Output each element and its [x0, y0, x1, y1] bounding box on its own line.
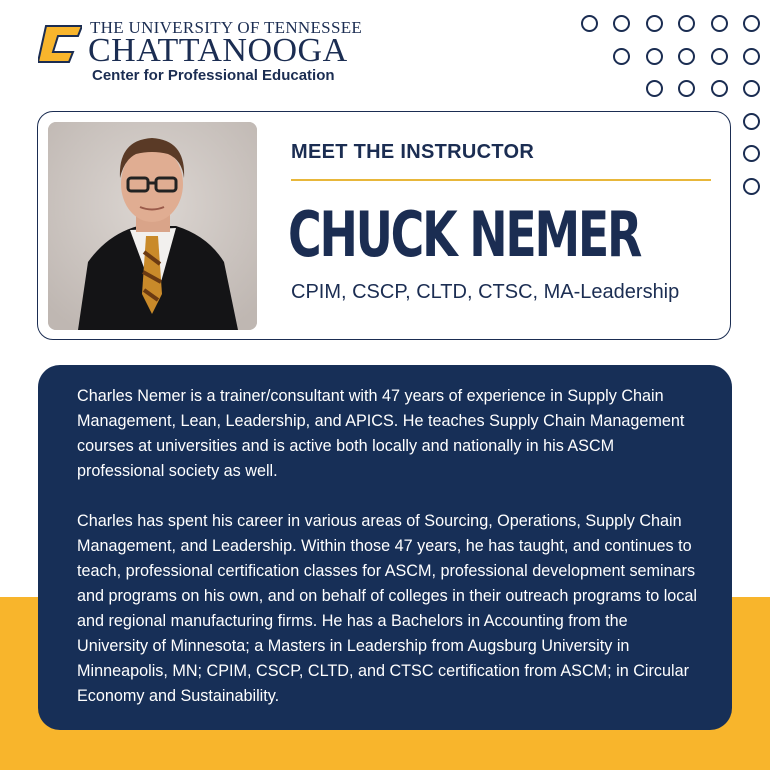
instructor-portrait [48, 122, 257, 330]
instructor-card [37, 111, 731, 340]
circle-decoration [743, 113, 760, 130]
circle-decoration [743, 15, 760, 32]
circle-decoration [711, 80, 728, 97]
circle-decoration [711, 15, 728, 32]
instructor-credentials: CPIM, CSCP, CLTD, CTSC, MA-Leadership [291, 281, 680, 303]
circle-decoration [678, 15, 695, 32]
circle-decoration [581, 15, 598, 32]
circle-decoration [646, 15, 663, 32]
circle-decoration [743, 80, 760, 97]
campus-name: CHATTANOOGA [88, 32, 348, 69]
bio-panel [38, 365, 732, 730]
circle-decoration [678, 80, 695, 97]
instructor-name: CHUCK NEMER [288, 198, 641, 271]
bio-paragraph: Charles has spent his career in various areas of Sourcing, Operations, Supply Chain Management, and Leadership. Within those 47 years, he has taught, and continues to teach, professional certification classes for ASCM, professional development seminars and programs on his own, and on behalf of colleges in their outreach programs to local and regional manufacturing firms. He has a Bachelors in Accounting from the University of Minnesota; a Masters in Leadership from Augsburg University in Minneapolis, MN; CPIM, CSCP, CLTD, and CTSC certification from ASCM; in Circular Economy and Sustainability. [77, 512, 697, 705]
circle-decoration [646, 48, 663, 65]
circle-decoration [711, 48, 728, 65]
circle-decoration [613, 48, 630, 65]
circle-decoration [743, 178, 760, 195]
department-name: Center for Professional Education [92, 67, 335, 84]
circle-decoration [743, 145, 760, 162]
circle-decoration [743, 48, 760, 65]
bio-paragraph: Charles Nemer is a trainer/consultant with 47 years of experience in Supply Chain Management, Lean, Leadership, and APICS. He teaches Supply Chain Management courses at universities and is active both locally and nationally in his ASCM professional society as well. [77, 387, 685, 480]
circle-decoration [613, 15, 630, 32]
section-title: MEET THE INSTRUCTOR [291, 141, 535, 163]
circle-decoration [646, 80, 663, 97]
circle-decoration [678, 48, 695, 65]
university-line: THE UNIVERSITY OF TENNESSEE [90, 18, 363, 37]
gold-divider [291, 179, 711, 181]
